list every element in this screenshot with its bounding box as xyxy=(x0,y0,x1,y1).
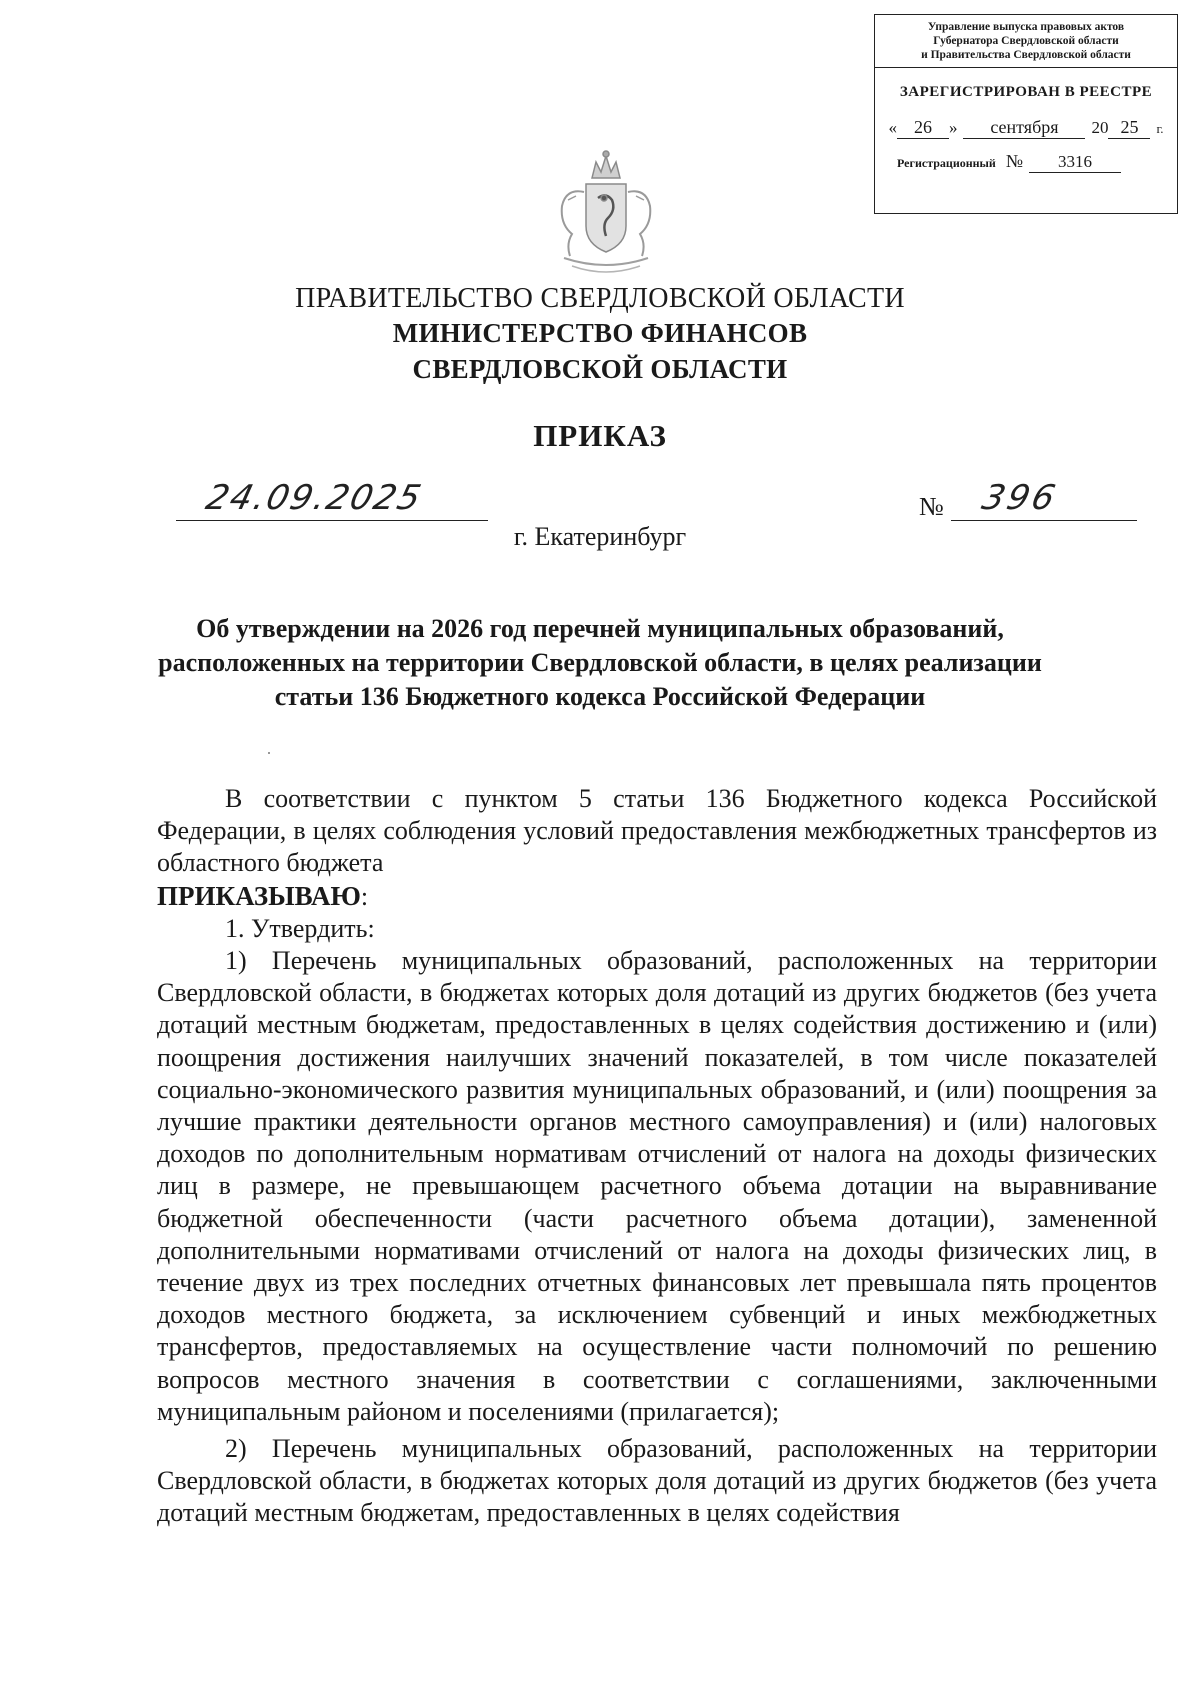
stamp-close-quote: » xyxy=(948,118,958,137)
document-body xyxy=(157,783,1157,1530)
stamp-day: 26 xyxy=(897,117,949,139)
ministry-name-line1: МИНИСТЕРСТВО ФИНАНСОВ xyxy=(392,318,808,348)
stamp-reg-number: 3316 xyxy=(1029,152,1121,173)
stamp-year-prefix: 20 xyxy=(1091,118,1109,137)
item-1: 1. Утвердить: xyxy=(225,913,375,943)
title-line: расположенных на территории Свердловской области, в целях реализации xyxy=(158,648,1042,677)
item-1-1: 1) Перечень муниципальных образований, расположенных на территории Свердловской области, в бюджетах которых доля дотаций из других бюджетов (без учета дотаций местным бюджетам, предоставленных в целях содействия достижению и (или) поощрения достижения наилучших значений показателей, в том числе показателей социально-экономического развития муниципальных образований, и (или) поощрения за лучшие практики деятельности органов местного самоуправления) и (или) налоговых доходов по дополнительным нормативам отчислений от налога на доходы физических лиц в размере, не превышающем расчетного объема дотации на выравнивание бюджетной обеспеченности (части расчетного объема дотации), замененной дополнительными нормативами отчислений от налога на доходы физических лиц, в течение двух из трех последних отчетных финансовых лет превышала пять процентов доходов местного бюджета, за исключением субвенций и иных межбюджетных трансфертов, предоставляемых на осуществление части полномочий по решению вопросов местного значения в соответствии с соглашениями, заключенными муниципальным районом и поселениями (прилагается); xyxy=(157,946,1157,1426)
document-title xyxy=(0,612,1200,714)
stamp-title: ЗАРЕГИСТРИРОВАН В РЕЕСТРЕ xyxy=(899,84,1153,100)
stamp-month: сентября xyxy=(963,117,1085,139)
order-word-paragraph xyxy=(157,880,1157,913)
stamp-header-line: Управление выпуска правовых актов xyxy=(927,21,1125,33)
order-date: 24.09.2025 xyxy=(202,478,427,518)
stamp-date xyxy=(875,117,1177,139)
stamp-registration xyxy=(875,151,1177,173)
scan-speck xyxy=(268,752,270,754)
ministry-name-line2: СВЕРДЛОВСКОЙ ОБЛАСТИ xyxy=(412,354,788,384)
item-1-2: 2) Перечень муниципальных образований, расположенных на территории Свердловской области, в бюджетах которых доля дотаций из других бюджетов (без учета дотаций местным бюджетам, предоставленных в целях содействия xyxy=(157,1434,1157,1528)
stamp-reg-label: Регистрационный xyxy=(897,156,996,170)
title-line: статьи 136 Бюджетного кодекса Российской Федерации xyxy=(274,682,926,711)
stamp-header xyxy=(875,15,1177,68)
order-word: ПРИКАЗЫВАЮ xyxy=(157,880,361,911)
stamp-number-sign: № xyxy=(1005,151,1024,171)
stamp-year-suffix: 25 xyxy=(1108,117,1150,139)
coat-of-arms-icon xyxy=(546,148,666,278)
stamp-year-unit: г. xyxy=(1156,121,1164,136)
order-number: 396 xyxy=(978,478,1062,518)
stamp-open-quote: « xyxy=(888,118,897,137)
title-line: Об утверждении на 2026 год перечней муниципальных образований, xyxy=(196,614,1004,643)
order-city: г. Екатеринбург xyxy=(513,522,687,551)
government-name: ПРАВИТЕЛЬСТВО СВЕРДЛОВСКОЙ ОБЛАСТИ xyxy=(295,283,905,314)
intro-paragraph: В соответствии с пунктом 5 статьи 136 Бюджетного кодекса Российской Федерации, в целях соблюдения условий предоставления межбюджетных трансфертов из областного бюджета xyxy=(157,784,1157,878)
order-colon: : xyxy=(360,881,369,911)
document-type: ПРИКАЗ xyxy=(533,418,667,453)
stamp-header-line: Губернатора Свердловской области xyxy=(933,35,1119,47)
registration-stamp xyxy=(874,14,1178,214)
stamp-header-line: и Правительства Свердловской области xyxy=(921,49,1131,61)
order-number-sign: № xyxy=(919,492,944,521)
